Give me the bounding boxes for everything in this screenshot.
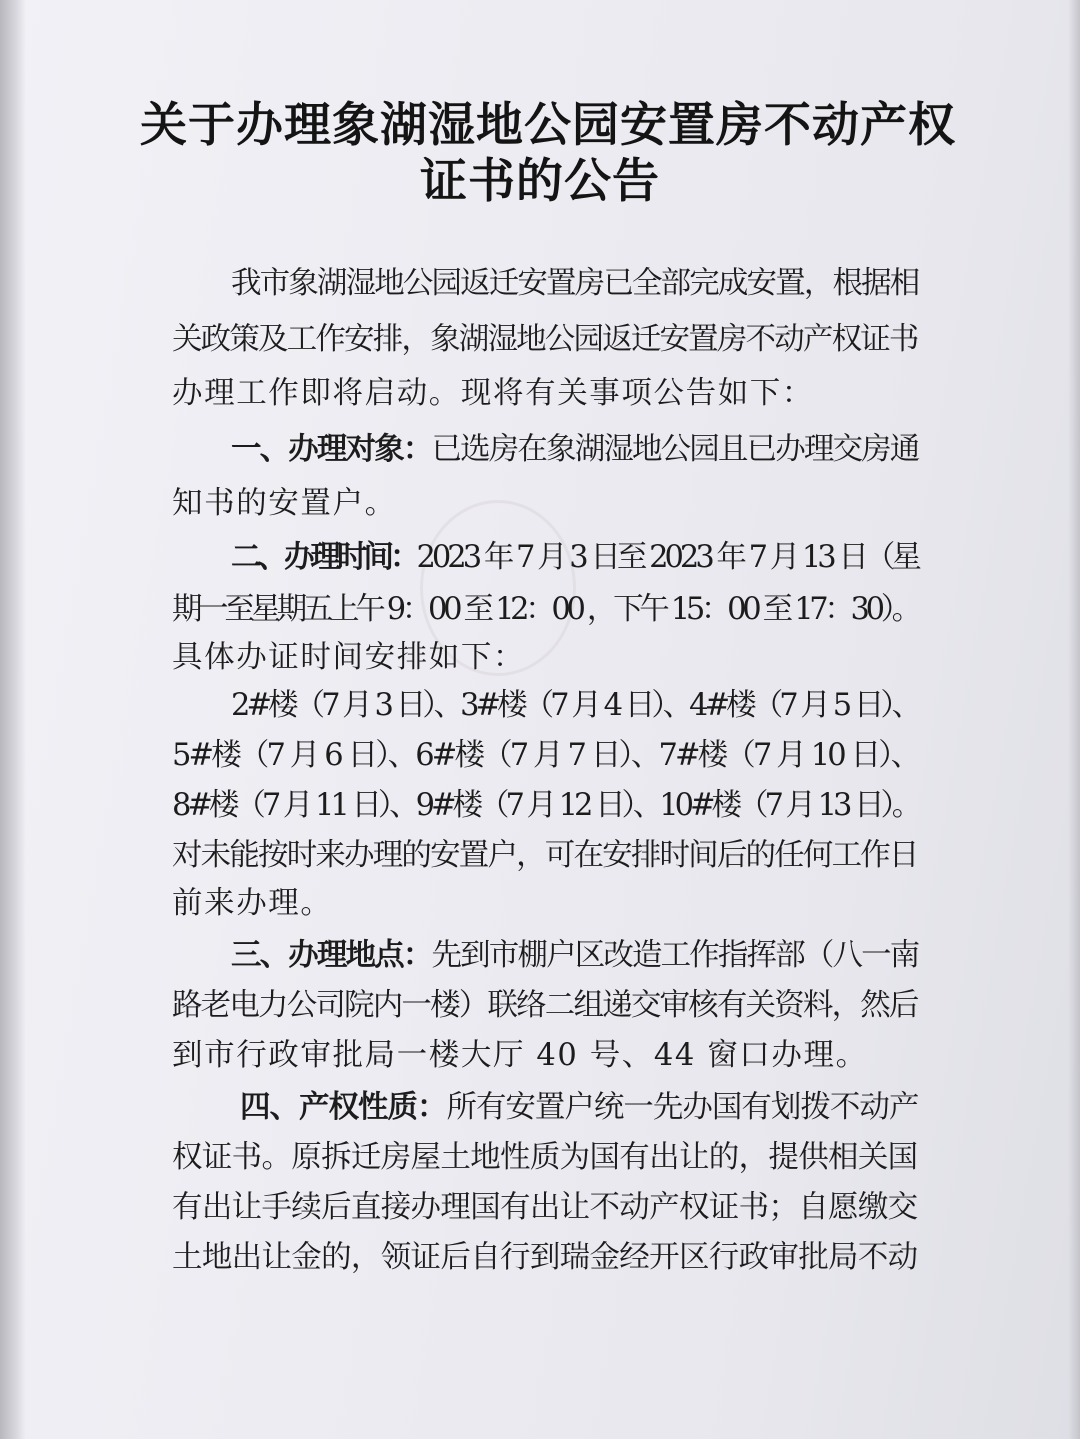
section-1-line-2: 知书的安置户。 xyxy=(172,486,397,521)
notice-title-line-1: 关于办理象湖湿地公园安置房不动产权 xyxy=(140,98,956,153)
section-4-line-3: 有出让手续后直接办理国有出让不动产权证书；自愿缴交 xyxy=(172,1190,918,1225)
section-1-line-1 xyxy=(231,424,918,468)
section-3-heading: 三、办理地点： xyxy=(231,938,432,973)
section-3-line-3: 到市行政审批局一楼大厅 40 号、44 窗口办理。 xyxy=(172,1038,868,1073)
section-3-line-2: 路老电力公司院内一楼）联络二组递交审核有关资料，然后 xyxy=(172,988,918,1023)
section-2-line-1 xyxy=(231,532,918,576)
schedule-line-3: 8#楼（7 月 11 日）、9#楼（7 月 12 日）、10#楼（7 月 13 日）。 xyxy=(172,788,919,823)
section-4-text: 所有安置户统一先办国有划拨不动产 xyxy=(446,1090,919,1125)
schedule-line-4: 对未能按时来办理的安置户，可在安排时间后的任何工作日 xyxy=(172,838,918,873)
intro-line-3: 办理工作即将启动。现将有关事项公告如下： xyxy=(172,376,814,411)
intro-line-1: 我市象湖湿地公园返迁安置房已全部完成安置，根据相 xyxy=(231,266,919,301)
section-3-line-1 xyxy=(231,930,918,974)
section-2-line-3: 具体办证时间安排如下： xyxy=(172,640,526,675)
section-2-line-2: 期一至星期五上午 9：00 至 12：00 ，下午 15：00 至 17：30）。 xyxy=(172,592,918,627)
section-2-text: 2023 年 7 月 3 日至 2023 年 7 月 13 日（星 xyxy=(416,540,918,575)
intro-line-2: 关政策及工作安排，象湖湿地公园返迁安置房不动产权证书 xyxy=(172,322,918,357)
notice-title-line-2: 证书的公告 xyxy=(420,154,660,209)
section-3-text: 先到市棚户区改造工作指挥部（八一南 xyxy=(431,938,919,973)
schedule-line-1: 2#楼（7 月 3 日）、3#楼（7 月 4 日）、4#楼（7 月 5 日）、 xyxy=(231,688,919,723)
section-1-heading: 一、办理对象： xyxy=(231,432,432,467)
section-4-line-2: 权证书。原拆迁房屋土地性质为国有出让的，提供相关国 xyxy=(172,1140,918,1175)
section-4-heading: 四、产权性质： xyxy=(240,1090,447,1125)
page-edge-shadow xyxy=(1068,0,1080,1439)
section-4-line-4: 土地出让金的，领证后自行到瑞金经开区行政审批局不动 xyxy=(172,1240,918,1275)
section-4-line-1 xyxy=(240,1082,918,1126)
section-2-heading: 二、办理时间： xyxy=(231,540,417,575)
section-1-text: 已选房在象湖湿地公园且已办理交房通 xyxy=(431,432,919,467)
schedule-line-2: 5#楼（7 月 6 日）、6#楼（7 月 7 日）、7#楼（7 月 10 日）、 xyxy=(172,738,919,773)
schedule-line-5: 前来办理。 xyxy=(172,886,333,921)
page-fold-shadow xyxy=(0,0,26,1439)
